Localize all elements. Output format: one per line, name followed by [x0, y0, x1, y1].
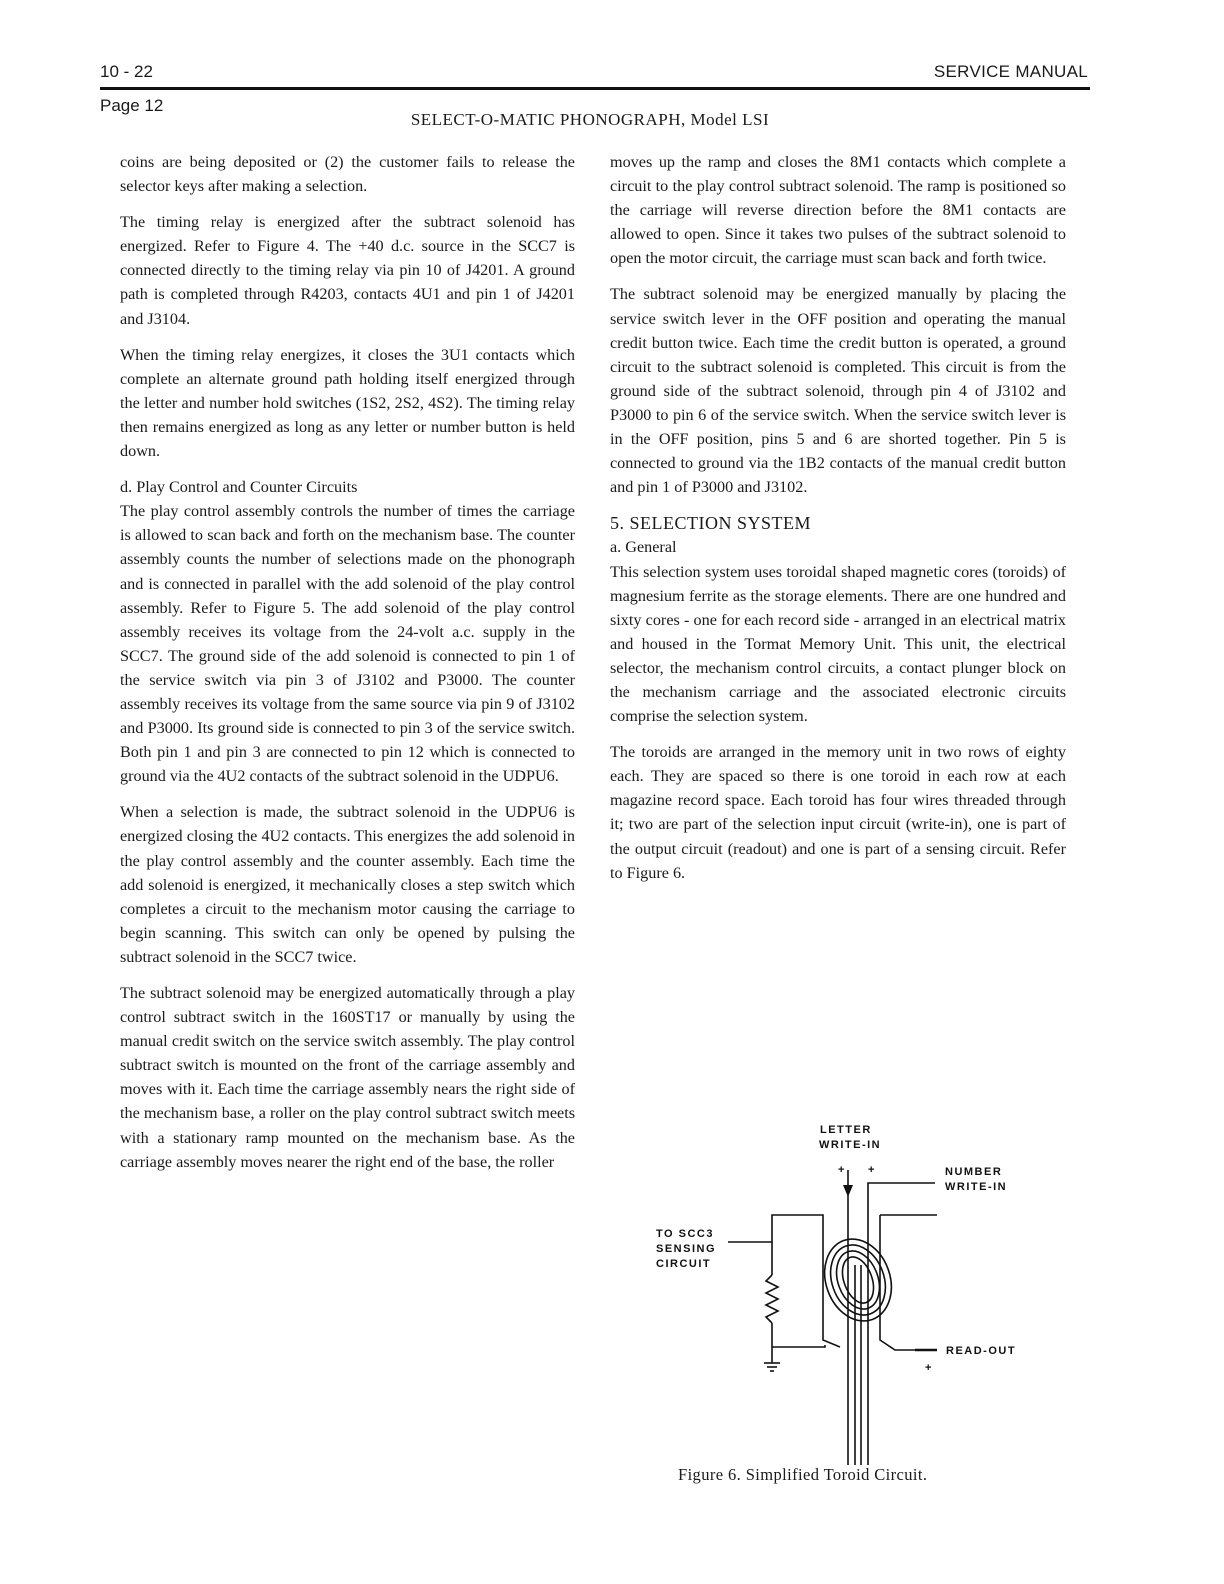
label-number: NUMBER	[945, 1166, 1003, 1178]
paragraph: coins are being deposited or (2) the customer fails to release the selector keys after making a selection.	[120, 153, 575, 196]
label-circuit: CIRCUIT	[656, 1258, 712, 1270]
label-plus: +	[925, 1362, 933, 1374]
document-title: SELECT-O-MATIC PHONOGRAPH, Model LSI	[410, 110, 770, 129]
section-heading: 5. SELECTION SYSTEM	[610, 513, 812, 534]
label-plus: +	[868, 1164, 876, 1176]
left-column	[120, 150, 575, 1186]
label-to-scc3: TO SCC3	[656, 1228, 714, 1240]
paragraph: This selection system uses toroidal shaped magnetic cores (toroids) of magnesium ferrite as the storage elements. There are one hundred and sixty cores - one for each record side - arranged in an electrical matrix and housed in the Tormat Memory Unit. This unit, the electrical selector, the mechanism control circuits, a contact plunger block on the mechanism carriage and the associated electronic circuits comprise the selection system.	[610, 562, 1066, 726]
header-rule	[100, 87, 1090, 90]
paragraph: The toroids are arranged in the memory unit in two rows of eighty each. They are spaced so there is one toroid in each row at each magazine record space. Each toroid has four wires threaded through it; two are part of the selection input circuit (write-in), one is part of the output circuit (readout) and one is part of a sensing circuit. Refer to Figure 6.	[610, 743, 1066, 882]
label-plus: +	[838, 1164, 846, 1176]
subsection-heading: a. General	[610, 538, 677, 557]
label-number-write-in: WRITE-IN	[945, 1181, 1008, 1193]
section-heading: d. Play Control and Counter Circuits	[120, 478, 358, 497]
paragraph: The timing relay is energized after the subtract solenoid has energized. Refer to Figure 4. The +40 d.c. source in the SCC7 is connected directly to the timing relay via pin 10 of J4201. A ground path is completed through R4203, contacts 4U1 and pin 1 of J4201 and J3104.	[120, 213, 575, 328]
right-column	[610, 150, 1066, 897]
manual-title: SERVICE MANUAL	[933, 62, 1088, 81]
paragraph: The play control assembly controls the number of times the carriage is allowed to scan back and forth on the mechanism base. The counter assembly counts the number of selections made on the phonograph and is connected in parallel with the add solenoid of the play control assembly. Refer to Figure 5. The add solenoid of the play control assembly receives its voltage from the 24-volt a.c. supply in the SCC7. The ground side of the add solenoid is connected to pin 1 of the service switch via pin 3 of J3102 and P3000. The counter assembly receives its voltage from the same source via pin 9 of J3102 and P3000. Its ground side is connected to pin 3 of the service switch. Both pin 1 and pin 3 are connected to pin 12 which is connected to ground via the 4U2 contacts of the subtract solenoid in the UDPU6.	[120, 502, 575, 786]
paragraph: When the timing relay energizes, it closes the 3U1 contacts which complete an alternate ground path holding itself energized through the letter and number hold switches (1S2, 2S2, 4S2). The timing relay then remains energized as long as any letter or number button is held down.	[120, 345, 575, 461]
paragraph: The subtract solenoid may be energized manually by placing the service switch lever in the OFF position and operating the manual credit button twice. Each time the credit button is operated, a ground circuit to the subtract solenoid is completed. This circuit is from the ground side of the subtract solenoid, through pin 4 of J3102 and P3000 to pin 6 of the service switch. When the service switch lever is in the OFF position, pins 5 and 6 are shorted together. Pin 5 is connected to ground via the 1B2 contacts of the manual credit button and pin 1 of P3000 and J3102.	[610, 285, 1066, 497]
figure-caption: Figure 6. Simplified Toroid Circuit.	[678, 1465, 928, 1484]
paragraph: When a selection is made, the subtract solenoid in the UDPU6 is energized closing the 4U2 contacts. This energizes the add solenoid in the play control assembly and the counter assembly. Each time the add solenoid is energized, it mechanically closes a step switch which completes a circuit to the mechanism motor causing the carriage to begin scanning. This switch can only be opened by pulsing the subtract solenoid in the SCC7 twice.	[120, 803, 575, 966]
toroid-circuit-diagram	[640, 1115, 1060, 1465]
label-letter: LETTER	[820, 1124, 872, 1136]
page-number: Page 12	[100, 96, 164, 115]
section-number: 10 - 22	[100, 62, 153, 81]
label-write-in: WRITE-IN	[819, 1139, 882, 1151]
paragraph: moves up the ramp and closes the 8M1 contacts which complete a circuit to the play control subtract solenoid. The ramp is positioned so the carriage will reverse direction before the 8M1 contacts are allowed to open. Since it takes two pulses of the subtract solenoid to open the motor circuit, the carriage must scan back and forth twice.	[610, 153, 1066, 268]
label-read-out: READ-OUT	[946, 1345, 1017, 1357]
paragraph: The subtract solenoid may be energized automatically through a play control subtract switch in the 160ST17 or manually by using the manual credit switch on the service switch assembly. The play control subtract switch is mounted on the front of the carriage assembly and moves with it. Each time the carriage assembly nears the right side of the mechanism base, a roller on the play control subtract switch meets with a stationary ramp mounted on the mechanism base. As the carriage assembly moves nearer the right end of the base, the roller	[120, 984, 575, 1171]
label-sensing: SENSING	[656, 1243, 717, 1255]
